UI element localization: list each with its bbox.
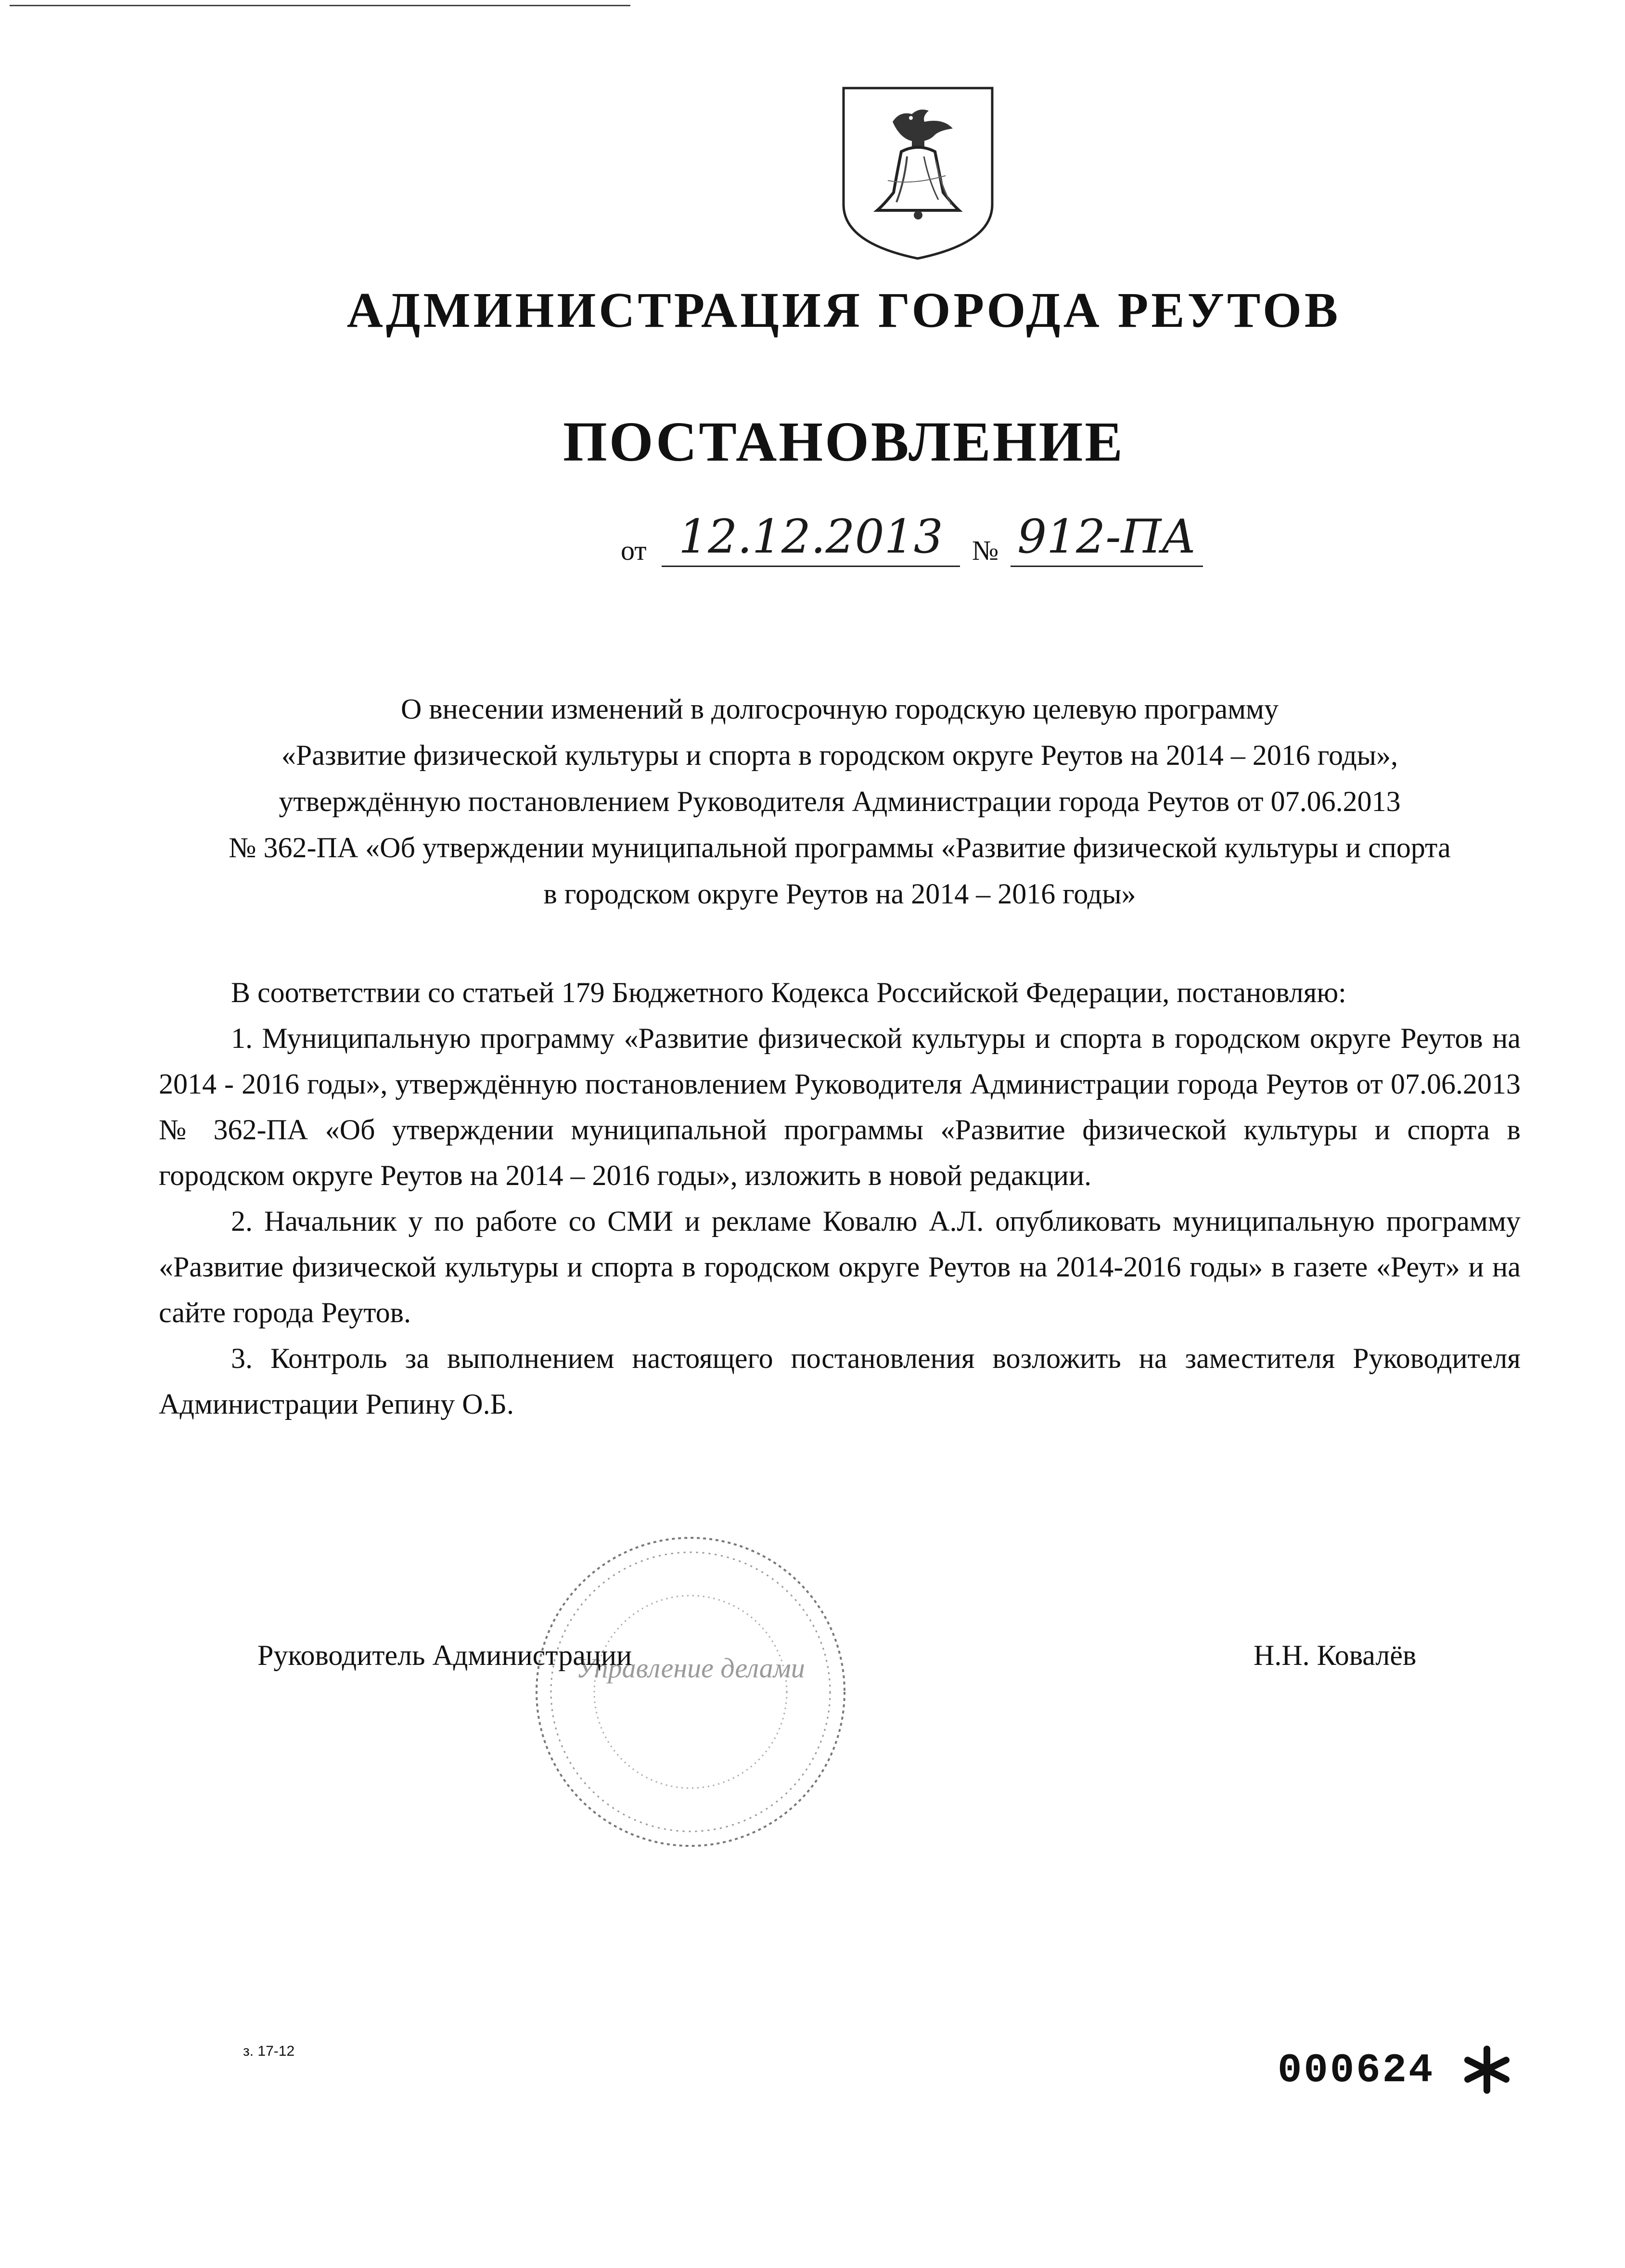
date-field: 12.12.2013 [662,508,960,567]
subject-line: в городском округе Реутов на 2014 – 2016 годы» [543,878,1136,910]
round-seal-stamp-icon [527,1528,854,1856]
subject-line: «Развитие физической культуры и спорта в городском округе Реутов на 2014 – 2016 годы», [281,739,1398,771]
number-field: 912-ПА [1011,508,1203,567]
subject-line: утверждённую постановлением Руководителя Администрации города Реутов от 07.06.2013 [279,786,1401,817]
serial-number: 000624 [1278,2048,1435,2094]
document-body [159,970,1521,1427]
reutov-coat-of-arms-icon [840,84,996,262]
signer-name: Н.Н. Ковалёв [1254,1639,1417,1671]
stamp-text: Управление делами [576,1652,805,1684]
signer-position: Руководитель Администрации [257,1639,632,1671]
body-paragraph: 2. Начальник у по работе со СМИ и рекламе Ковалю А.Л. опубликовать муниципальную программу «Развитие физической культуры и спорта в городском округе Реутов на 2014-2016 годы» в газете «Реут» и на сайте города Реутов. [159,1205,1521,1328]
body-paragraph: 1. Муниципальную программу «Развитие физической культуры и спорта в городском округе Реутов на 2014 - 2016 годы», утверждённую постановлением Руководителя Администрации города Реутов от 07.06.2013 № 362-ПА «Об утверждении муниципальной программы «Развитие физической культуры и спорта в городском округе Реутов на 2014 – 2016 годы», изложить в новой редакции. [159,1022,1521,1191]
footer-code: з. 17-12 [243,2043,295,2059]
subject-line: № 362-ПА «Об утверждении муниципальной программы «Развитие физической культуры и спорта [229,832,1451,863]
subject-line: О внесении изменений в долгосрочную городскую целевую программу [400,693,1279,725]
asterisk-mark-icon [1460,2043,1513,2096]
date-from-label: от [621,535,647,566]
number-label: № [972,535,999,566]
body-paragraph: 3. Контроль за выполнением настоящего постановления возложить на заместителя Руководителя Администрации Репину О.Б. [159,1342,1521,1420]
body-paragraph: В соответствии со статьей 179 Бюджетного Кодекса Российской Федерации, постановляю: [231,977,1346,1008]
organization-title: АДМИНИСТРАЦИЯ ГОРОДА РЕУТОВ [346,283,1341,338]
subject-block [159,686,1521,917]
document-type-title: ПОСТАНОВЛЕНИЕ [563,410,1125,473]
scan-top-line [10,5,630,6]
